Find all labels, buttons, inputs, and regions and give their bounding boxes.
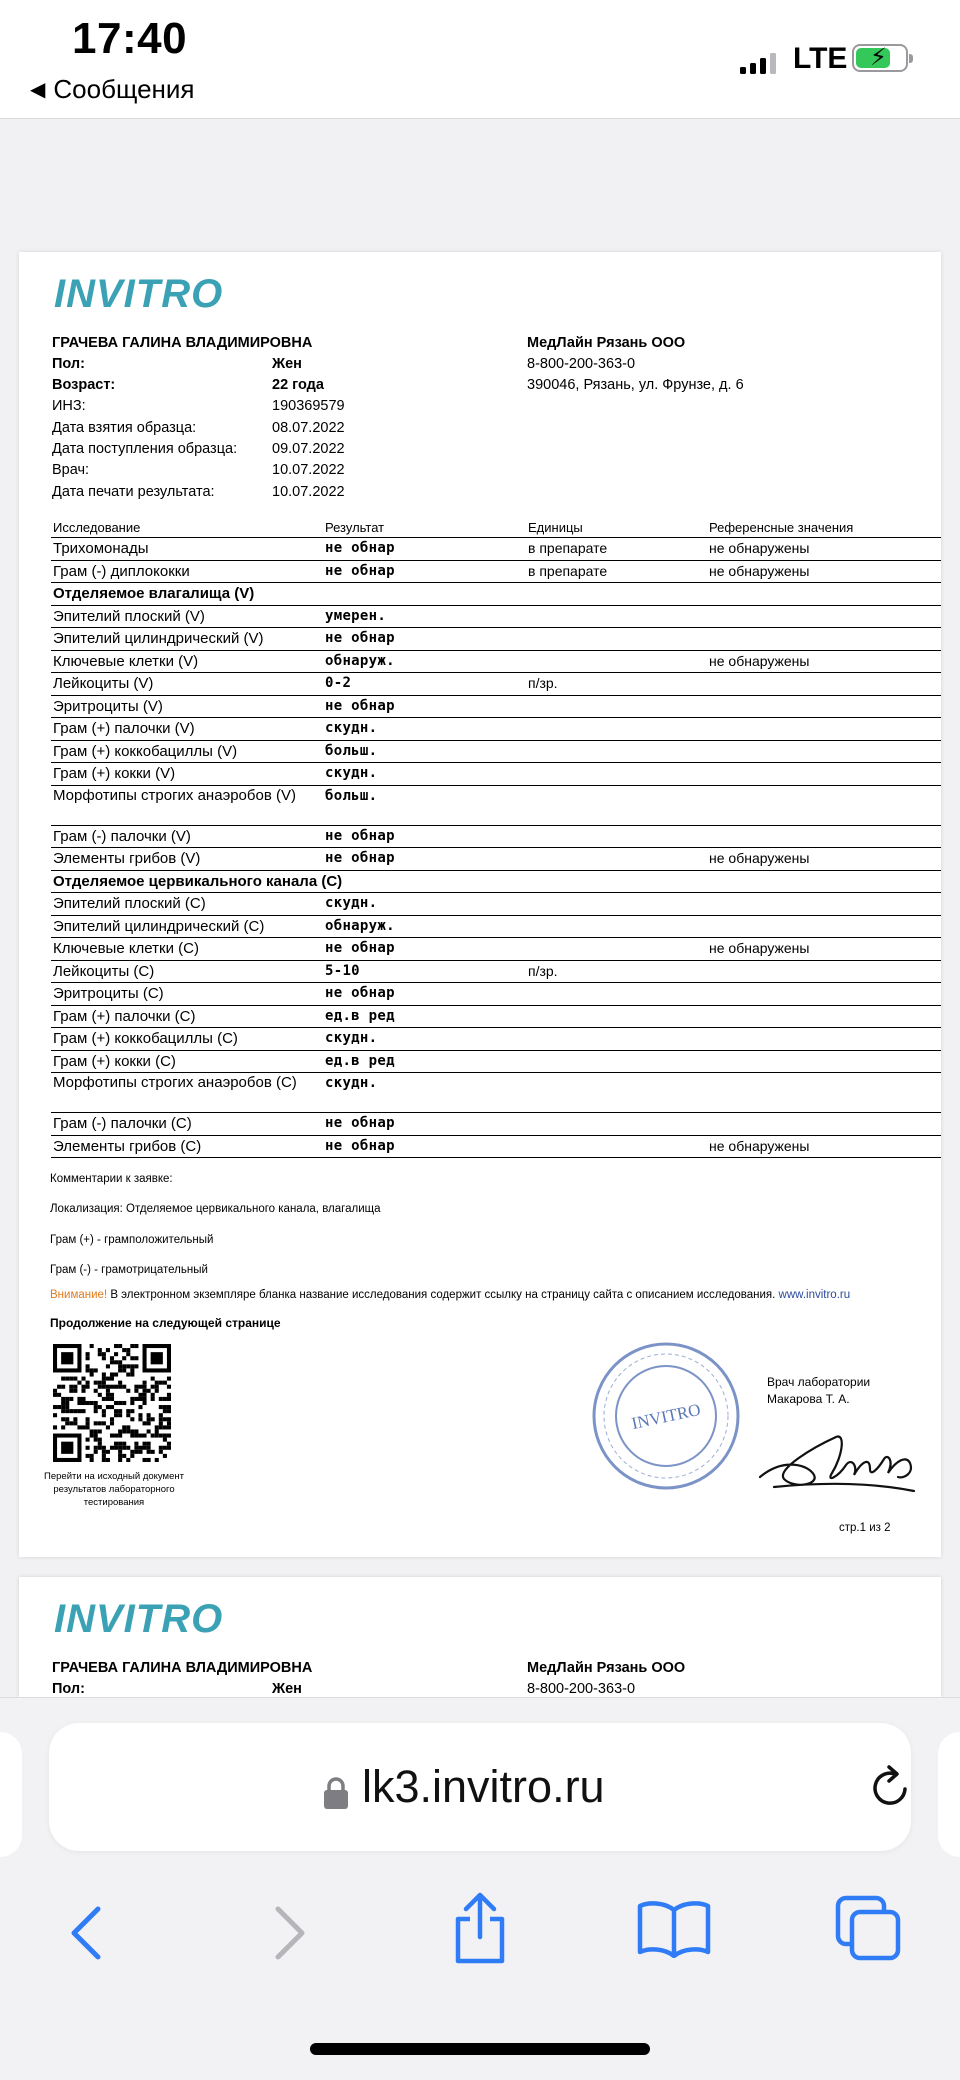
test-name[interactable]: Эпителий плоский (V) (53, 607, 205, 625)
patient-name-page2: ГРАЧЕВА ГАЛИНА ВЛАДИМИРОВНА (52, 1660, 313, 1676)
tabs-icon[interactable] (834, 1894, 904, 1964)
test-unit: п/зр. (528, 962, 558, 979)
table-row (51, 893, 941, 916)
test-name[interactable]: Трихомонады (53, 540, 149, 557)
lab-stamp (590, 1340, 742, 1492)
table-row (51, 741, 941, 764)
lab-name: МедЛайн Рязань ООО (527, 335, 686, 351)
test-name[interactable]: Эпителий плоский (C) (53, 895, 206, 912)
test-reference: не обнаружены (709, 940, 810, 956)
test-name[interactable]: Грам (+) палочки (V) (53, 720, 195, 737)
test-name[interactable]: Грам (+) коккобациллы (V) (53, 742, 238, 760)
previous-tab-peek[interactable] (0, 1732, 22, 1857)
test-name[interactable]: Грам (-) палочки (C) (53, 1115, 192, 1132)
patient-field-label: Дата печати результата: (52, 484, 215, 500)
test-reference: не обнаружены (709, 540, 810, 556)
header-unit: Единицы (528, 520, 583, 535)
patient-field-value: 22 года (272, 377, 324, 393)
bookmarks-icon[interactable] (636, 1898, 712, 1958)
back-icon[interactable] (66, 1903, 106, 1963)
test-name[interactable]: Морфотипы строгих анаэробов (C) (53, 1074, 297, 1091)
test-name[interactable]: Элементы грибов (C) (53, 1137, 202, 1155)
table-row (51, 1136, 941, 1159)
test-name[interactable]: Эритроциты (C) (53, 985, 164, 1002)
patient-field-value: 09.07.2022 (272, 441, 345, 457)
test-name[interactable]: Эритроциты (V) (53, 697, 163, 715)
test-result: скудн. (325, 765, 378, 781)
test-name[interactable]: Морфотипы строгих анаэробов (V) (53, 786, 296, 804)
patient-field-label: Дата поступления образца: (52, 441, 238, 457)
continuation-note: Продолжение на следующей странице (50, 1316, 281, 1330)
test-result: не обнар (325, 1115, 395, 1131)
charging-bolt-icon: ⚡ (870, 44, 887, 71)
test-name[interactable]: Лейкоциты (V) (53, 675, 154, 692)
table-row (51, 961, 941, 984)
table-row (51, 696, 941, 719)
table-row (51, 606, 941, 629)
patient-field-value: 10.07.2022 (272, 484, 345, 500)
test-result: не обнар (325, 562, 395, 579)
table-row (51, 848, 941, 871)
header-reference: Референсные значения (709, 520, 854, 535)
test-reference: не обнаружены (709, 1137, 810, 1154)
table-row (51, 786, 941, 826)
forward-icon[interactable] (270, 1903, 310, 1963)
test-result: ед.в ред (325, 1052, 395, 1069)
table-section-row (51, 871, 941, 894)
test-name[interactable]: Ключевые клетки (V) (53, 652, 199, 670)
table-row (51, 763, 941, 786)
back-to-app-button[interactable] (30, 74, 195, 105)
safari-bottom-bar (0, 1697, 960, 2080)
test-name[interactable]: Лейкоциты (C) (53, 962, 155, 980)
table-row (51, 983, 941, 1006)
test-result: не обнар (325, 630, 395, 646)
comments-gram-negative: Грам (-) - грамотрицательный (50, 1264, 208, 1276)
table-row (51, 1073, 941, 1113)
invitro-logo-page2: INVITRO (54, 1597, 224, 1641)
patient-field-label: ИНЗ: (52, 398, 86, 414)
patient-name: ГРАЧЕВА ГАЛИНА ВЛАДИМИРОВНА (52, 335, 313, 351)
table-body (51, 538, 941, 1158)
test-result: не обнар (325, 940, 395, 956)
table-row (51, 561, 941, 584)
patient-field-label: Пол: (52, 356, 85, 372)
test-reference: не обнаружены (709, 652, 810, 669)
patient-field-label: Возраст: (52, 377, 116, 393)
patient-field-value: 10.07.2022 (272, 462, 345, 478)
patient-field-value: 190369579 (272, 398, 345, 414)
test-result: 0-2 (325, 675, 352, 691)
invitro-site-link[interactable]: www.invitro.ru (778, 1289, 851, 1301)
page-number: стр.1 из 2 (839, 1522, 891, 1534)
test-result: ед.в ред (325, 1007, 395, 1024)
table-row (51, 938, 941, 961)
share-icon[interactable] (450, 1891, 510, 1965)
warning-label: Внимание! (50, 1289, 108, 1301)
test-result: не обнар (325, 1137, 395, 1154)
test-result: больш. (325, 742, 378, 759)
test-unit: п/зр. (528, 675, 558, 691)
test-result: скудн. (325, 895, 378, 911)
table-row (51, 673, 941, 696)
lock-icon (323, 1776, 349, 1810)
test-name[interactable]: Грам (+) кокки (C) (53, 1052, 176, 1070)
test-result: не обнар (325, 850, 395, 866)
test-result: не обнар (325, 827, 395, 844)
lab-phone: 8-800-200-363-0 (527, 356, 636, 372)
battery-icon (852, 44, 908, 72)
test-name: Отделяемое цервикального канала (C) (53, 872, 343, 890)
url-text[interactable]: lk3.invitro.ru (362, 1761, 605, 1812)
clock: 17:40 (72, 14, 188, 63)
test-name[interactable]: Грам (+) коккобациллы (C) (53, 1030, 238, 1047)
signer-name: Макарова Т. А. (767, 1392, 850, 1406)
test-unit: в препарате (528, 540, 608, 556)
signer-title: Врач лаборатории (767, 1375, 871, 1389)
document-page-1 (19, 252, 941, 1557)
test-result: не обнар (325, 540, 395, 556)
back-triangle-icon: ◀ (30, 79, 46, 101)
test-name[interactable]: Грам (-) диплококки (53, 562, 190, 580)
test-reference: не обнаружены (709, 562, 810, 579)
comments-gram-positive: Грам (+) - грамположительный (50, 1234, 214, 1246)
warning-text: В электронном экземпляре бланка название исследования содержит ссылку на страницу сайта с описанием исследования. (107, 1289, 779, 1301)
test-name[interactable]: Грам (+) кокки (V) (53, 765, 176, 782)
warning-line (50, 1289, 850, 1301)
stamp-text: INVITRO (629, 1399, 703, 1434)
lab-address: 390046, Рязань, ул. Фрунзе, д. 6 (527, 377, 744, 393)
test-name[interactable]: Эпителий цилиндрический (C) (53, 917, 265, 935)
patient-field-value: Жен (272, 356, 302, 372)
test-name: Отделяемое влагалища (V) (53, 585, 255, 602)
table-row (51, 1028, 941, 1051)
table-row (51, 1006, 941, 1029)
test-result: обнаруж. (325, 652, 395, 669)
test-result: не обнар (325, 985, 395, 1001)
test-reference: не обнаружены (709, 850, 810, 866)
table-row (51, 651, 941, 674)
header-test: Исследование (53, 520, 141, 535)
patient-field-value: 08.07.2022 (272, 420, 345, 436)
test-result: обнаруж. (325, 917, 395, 934)
network-type: LTE (793, 42, 848, 75)
patient-field-label: Врач: (52, 462, 90, 478)
table-row (51, 1051, 941, 1074)
test-result: больш. (325, 787, 378, 804)
test-result: скудн. (325, 1030, 378, 1046)
sex-value-page2: Жен (272, 1681, 302, 1697)
qr-caption: Перейти на исходный документ результатов лабораторного тестирования (44, 1471, 184, 1508)
patient-field-label: Дата взятия образца: (52, 420, 197, 436)
table-row (51, 628, 941, 651)
test-name[interactable]: Элементы грибов (V) (53, 850, 201, 867)
qr-code[interactable] (53, 1344, 171, 1462)
table-row (51, 538, 941, 561)
invitro-logo: INVITRO (54, 272, 224, 316)
comments-localization: Локализация: Отделяемое цервикального канала, влагалища (50, 1203, 381, 1215)
test-name[interactable]: Грам (+) палочки (C) (53, 1007, 196, 1025)
home-indicator[interactable] (310, 2043, 650, 2055)
table-row (51, 1113, 941, 1136)
test-name[interactable]: Грам (-) палочки (V) (53, 827, 191, 845)
test-result: скудн. (325, 1075, 378, 1091)
status-bar (0, 0, 960, 119)
reload-icon[interactable] (867, 1763, 915, 1811)
back-app-label: Сообщения (53, 74, 195, 104)
sex-label-page2: Пол: (52, 1681, 85, 1697)
test-name[interactable]: Эпителий цилиндрический (V) (53, 630, 264, 647)
table-row (51, 916, 941, 939)
next-tab-peek[interactable] (938, 1732, 960, 1857)
table-row (51, 718, 941, 741)
lab-phone-page2: 8-800-200-363-0 (527, 1681, 636, 1697)
test-result: скудн. (325, 720, 378, 736)
test-result: 5-10 (325, 962, 360, 979)
test-unit: в препарате (528, 562, 608, 579)
address-bar[interactable] (49, 1723, 911, 1851)
table-header (51, 518, 941, 538)
comments-header: Комментарии к заявке: (50, 1173, 173, 1185)
lab-name-page2: МедЛайн Рязань ООО (527, 1660, 686, 1676)
table-section-row (51, 583, 941, 606)
cellular-signal-icon (740, 52, 776, 74)
results-table (51, 518, 941, 1158)
table-row (51, 826, 941, 849)
test-name[interactable]: Ключевые клетки (C) (53, 940, 199, 957)
header-result: Результат (325, 520, 385, 535)
document-page-2 (19, 1577, 941, 1697)
test-result: умерен. (325, 607, 387, 624)
doctor-signature (754, 1417, 924, 1499)
signer-block (767, 1374, 870, 1408)
test-result: не обнар (325, 697, 395, 714)
